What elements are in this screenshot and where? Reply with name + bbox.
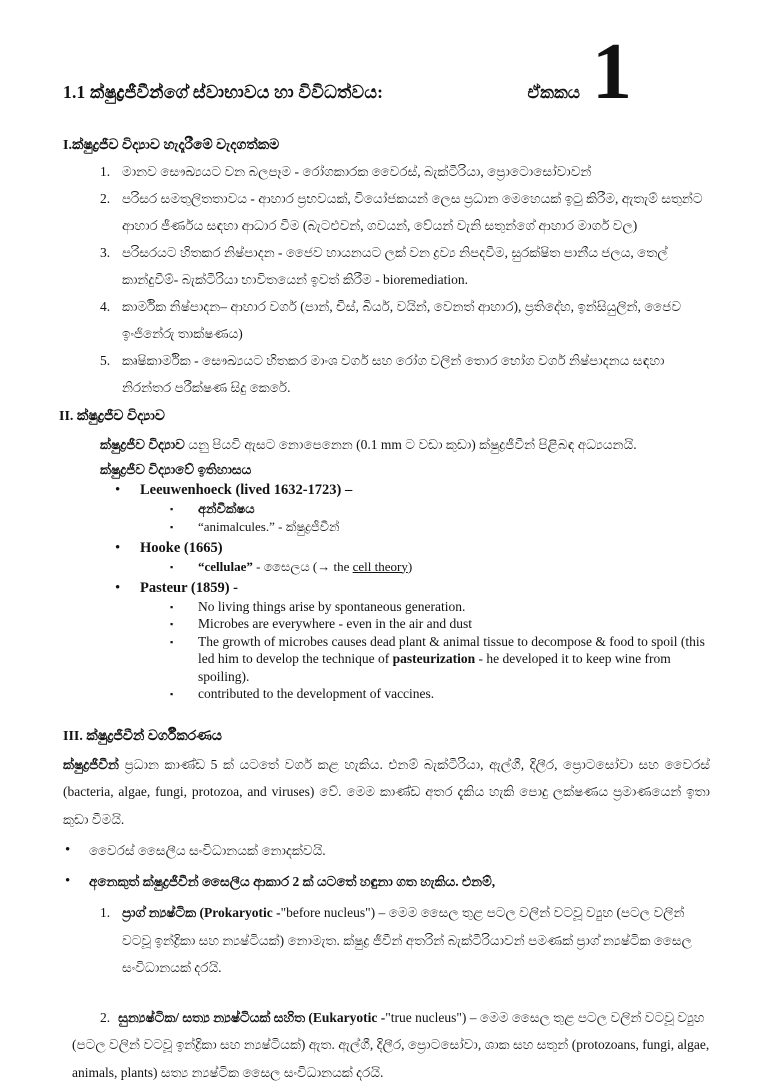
sub-text: - he developed it to keep wine from spoiling). xyxy=(198,651,671,684)
sub-item xyxy=(168,518,710,536)
item-number: 2. xyxy=(100,1009,111,1025)
cellulae-term: “cellulae” xyxy=(198,558,253,574)
item-text: කාර්මික නිෂ්පාදන– ආහාර වර්ග (පාන්, චීස්, බියර්, වයින්, වෙනත් ආහාර), ප්‍රතිදේහ, ඉන්සියුලින්, ජෛව ඉංජිනේරු තාක්ෂණය) xyxy=(122,298,682,341)
bullet-icon: • xyxy=(115,481,121,498)
sub-text: “animalcules.” - ක්ෂුද්‍රජීවීන් xyxy=(198,518,340,534)
bullet-text: වෛරස් සෛලීය සංවිධානයක් නොදක්වයි. xyxy=(89,843,326,859)
square-bullet-icon: ▪ xyxy=(170,601,174,612)
sub-item xyxy=(168,598,710,616)
sub-text: No living things arise by spontaneous generation. xyxy=(198,598,466,614)
sub-text: The growth of microbes causes dead plant & animal tissue to decompose & food to spoil (this led him to develop the technique of xyxy=(198,633,705,667)
definition-lead: ක්ෂුද්‍රජීව විද්‍යාව xyxy=(100,436,185,452)
classification-bullets xyxy=(65,837,710,895)
classification-paragraph xyxy=(63,751,710,834)
list-item xyxy=(100,239,710,293)
section-ii-heading: II. ක්ෂුද්‍රජීව විද්‍යාව xyxy=(59,408,165,424)
item-text: පරිසරයට හිතකර නිෂ්පාදන - ජෛව හායනයට ලක් වන ද්‍රව්‍ය නිපදවීම, සුරක්ෂිත පානීය ජලය, තෙල් කාන්දුවීම්- බැක්ටීරියා භාවිතයෙන් ඉවත් කිරීම - bioremediation. xyxy=(122,244,668,287)
item-text: කෘෂිකාර්මික - සෞඛ්‍යයට හිතකර මාංශ වර්ග සහ රෝග වලින් තොර භෝග වර්ග නිෂ්පාදනය සඳහා නිරන්තර පරීක්ෂණ සිදු කෙරේ. xyxy=(122,352,665,395)
definition-rest: යනු පියවි ඇසට නොපෙනෙන (0.1 mm ට වඩා කුඩා) ක්ෂුද්‍රජීවීන් පිළිබඳ අධ්‍යයනයි. xyxy=(184,436,637,452)
item-text xyxy=(122,899,710,982)
item-number: 1. xyxy=(100,905,111,921)
item-text: පරිසර සමතුලිතතාවය - ආහාර ප්‍රභවයක්, වියෝජකයන් ලෙස ප්‍රධාන මෙහෙයක් ඉටු කිරීම, ඇතැම් සතුන්ට ආහාර ජීර්ණය සඳහා ආධාර වීම (බැටළුවන්, ගවයන්, වේයන් වැනි සතුන්ගේ ආහාර මාර්ග වල) xyxy=(122,190,703,233)
scientist-name: Pasteur (1859) - xyxy=(140,579,238,596)
list-item xyxy=(100,293,710,347)
eukaryotic-lead: සුන්‍යෂ්ටික/ සත්‍ය න්‍යෂ්ටියක් සහිත (Eukaryotic - xyxy=(118,1009,386,1025)
paragraph-rest: ප්‍රධාන කාණ්ඩ 5 ක් යටතේ වර්ග කළ හැකිය. එනම් බැක්ටීරියා, ඇල්ගී, දිලීර, ප්‍රොටසෝවා සහ වෛරස් (bacteria, algae, fungi, protozoa, and viruses) වේ. මෙම කාණ්ඩ අතර දැකිය හැකි පොදු ලක්ෂණය ප්‍රමාණයෙන් ඉතා කුඩා වීමයි. xyxy=(63,756,710,827)
bullet-icon: • xyxy=(115,579,121,596)
document-header xyxy=(63,28,710,116)
item-text: මානව සෞඛ්‍යයට වන බලපෑම - රෝගකාරක වෛරස්, බැක්ටීරියා, ප්‍රොටොසෝවාවන් xyxy=(122,163,592,179)
square-bullet-icon: ▪ xyxy=(170,619,174,630)
bullet-text: අනෙකුත් ක්ෂුද්‍රජීවීන් සෛලීය ආකාර 2 ක් යටතේ හඳුනා ගත හැකිය. එනම්, xyxy=(89,874,496,890)
eukaryotic-item xyxy=(72,1004,710,1087)
sub-item xyxy=(168,685,710,703)
prokaryotic-item xyxy=(100,899,710,982)
scientist-name: Leeuwenhoeck (lived 1632-1723) – xyxy=(140,481,353,498)
eukaryotic-rest: "true nucleus") – මෙම සෛල තුළ පටල වලින් වටවූ ව්‍යුහ (පටල වලින් වටවූ ඉන්ද්‍රිකා සහ න්‍යෂ්ටියක්) ඇත. ඇල්ගී, දිලීර, ප්‍රොටසෝවා, ශාක සහ සතුන් (protozoans, fungi, algae, animals, plants) සත්‍ය න්‍යෂ්ටික සෛල සංවිධානයක් දරයි. xyxy=(72,1009,710,1080)
bullet-icon: • xyxy=(65,873,71,890)
list-item xyxy=(100,185,710,239)
bullet-icon: • xyxy=(115,539,121,556)
list-item xyxy=(100,347,710,401)
scientist-hooke xyxy=(115,538,710,576)
scientist-pasteur xyxy=(115,578,710,703)
list-item xyxy=(100,158,710,185)
history-heading: ක්ෂුද්‍රජීව විද්‍යාවේ ඉතිහාසය xyxy=(100,461,252,477)
bullet-icon: • xyxy=(65,842,71,859)
page-title: 1.1 ක්ෂුද්‍රජීවීන්ගේ ස්වාභාවය හා විවිධත්වය: xyxy=(63,82,384,102)
sub-item xyxy=(168,558,710,576)
importance-list xyxy=(100,158,710,401)
sub-item xyxy=(168,615,710,633)
item-number: 4. xyxy=(100,298,111,314)
sub-list xyxy=(168,598,710,703)
sub-text: - සෛලය (→ the xyxy=(252,558,353,574)
pasteurization-term: pasteurization xyxy=(392,651,476,667)
history-list xyxy=(115,480,710,703)
scientist-name: Hooke (1665) xyxy=(140,539,223,556)
square-bullet-icon: ▪ xyxy=(170,689,174,700)
paragraph-lead: ක්ෂුද්‍රජීවීන් xyxy=(63,756,119,772)
section-iii-heading: III. ක්ෂුද්‍රජීවීන් වර්ගීකරණය xyxy=(63,728,222,744)
square-bullet-icon: ▪ xyxy=(170,561,174,572)
sub-text: contributed to the development of vaccines. xyxy=(198,686,435,702)
sub-text: Microbes are everywhere - even in the air and dust xyxy=(198,616,473,632)
sub-text: ) xyxy=(407,558,413,574)
virus-bullet xyxy=(65,837,710,864)
scientist-leeuwenhoeck xyxy=(115,480,710,536)
microbiology-definition xyxy=(100,431,710,458)
cell-theory-link-text: cell theory xyxy=(352,558,408,574)
unit-block xyxy=(527,28,632,116)
item-number: 1. xyxy=(100,163,111,179)
sub-item xyxy=(168,633,710,686)
prokaryotic-rest: "before nucleus") – මෙම සෛල තුළ පටල වලින් වටවූ ව්‍යුහ (පටල වලින් වටවූ ඉන්ද්‍රිකා සහ න්‍යෂ්ටියක්) නොමැත. ක්ෂුද්‍ර ජීවීන් අතරින් බැක්ටීරියාවන් පමණක් ප්‍රාග් න්‍යෂ්ටික සෛල සංවිධානයක් දරයි. xyxy=(122,905,692,976)
unit-label: ඒකකය xyxy=(527,83,580,102)
cell-types-bullet xyxy=(65,868,710,895)
unit-number: 1 xyxy=(592,28,632,116)
sub-text: අන්වීක්ෂය xyxy=(198,500,255,516)
sub-list xyxy=(168,500,710,536)
sub-item xyxy=(168,500,710,518)
section-i-heading: I.ක්ෂුද්‍රජීව විද්‍යාව හැදෑරීමේ වැදගත්කම xyxy=(63,137,280,153)
item-number: 3. xyxy=(100,244,111,260)
item-number: 5. xyxy=(100,352,111,368)
prokaryotic-lead: ප්‍රාග් න්‍යෂ්ටික (Prokaryotic - xyxy=(122,905,281,921)
square-bullet-icon: ▪ xyxy=(170,521,174,532)
sub-list xyxy=(168,558,710,576)
square-bullet-icon: ▪ xyxy=(170,636,174,647)
square-bullet-icon: ▪ xyxy=(170,503,174,514)
item-number: 2. xyxy=(100,190,111,206)
